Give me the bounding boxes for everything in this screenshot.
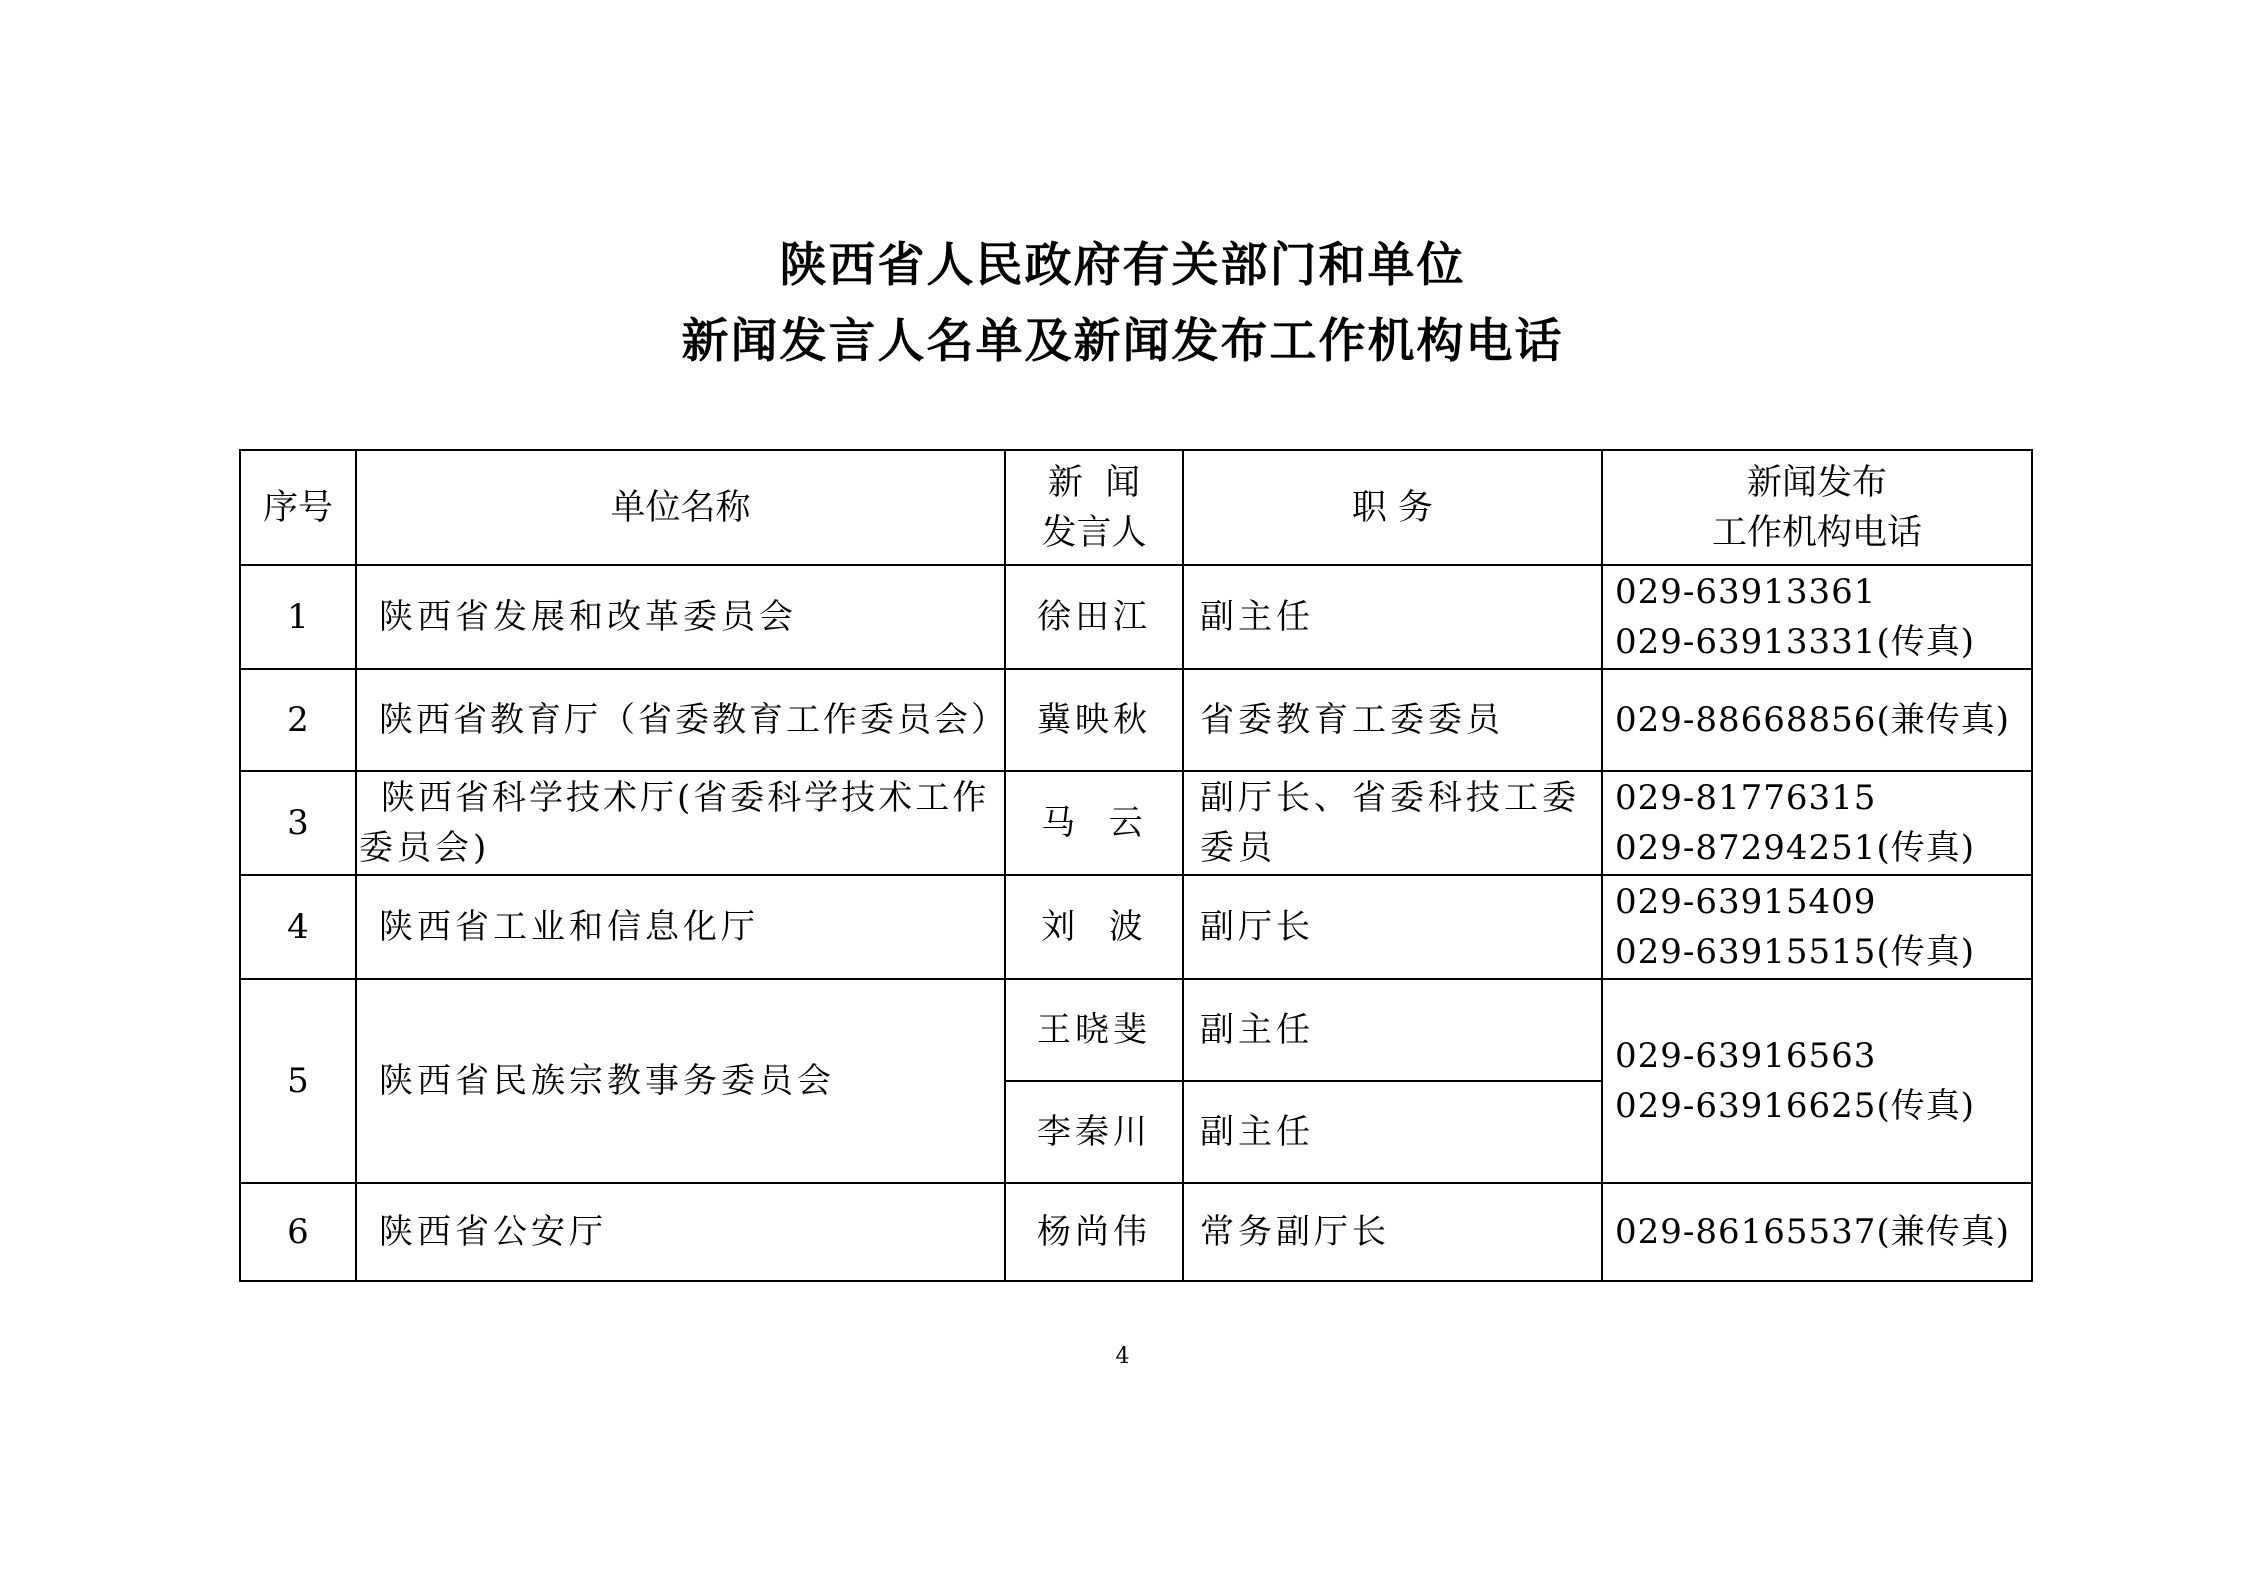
row-spokesperson: 杨尚伟 — [1005, 1183, 1183, 1281]
row-phone — [1602, 979, 2032, 1183]
row-unit: 陕西省发展和改革委员会 — [356, 565, 1005, 669]
row-phone — [1602, 1183, 2032, 1281]
fax-number: 029-87294251(传真) — [1615, 828, 1975, 868]
position-line1: 副厅长、省委科技工委 — [1200, 778, 1580, 818]
table-row — [240, 1183, 2032, 1281]
header-seq: 序号 — [240, 450, 356, 565]
document-title-line1: 陕西省人民政府有关部门和单位 — [779, 238, 1466, 293]
fax-number: 029-63915515(传真) — [1615, 932, 1975, 972]
row-spokesperson: 李秦川 — [1005, 1081, 1183, 1183]
row-position: 副主任 — [1183, 565, 1602, 669]
header-phone-line2: 工作机构电话 — [1711, 512, 1922, 553]
row-seq: 6 — [240, 1183, 356, 1281]
header-row — [240, 450, 2032, 565]
row-phone — [1602, 771, 2032, 875]
fax-number: 029-63913331(传真) — [1615, 622, 1975, 662]
unit-line1: 陕西省科学技术厅(省委科学技术工作 — [381, 778, 990, 818]
row-position: 副厅长 — [1183, 875, 1602, 979]
row-seq: 3 — [240, 771, 356, 875]
row-position: 常务副厅长 — [1183, 1183, 1602, 1281]
row-spokesperson: 冀映秋 — [1005, 669, 1183, 771]
position-line2: 委员 — [1200, 828, 1276, 868]
phone-fax-number: 029-86165537(兼传真) — [1615, 1212, 2010, 1252]
phone-number: 029-63913361 — [1615, 572, 1877, 612]
phone-number: 029-63916563 — [1615, 1036, 1877, 1076]
row-seq: 2 — [240, 669, 356, 771]
row-unit: 陕西省民族宗教事务委员会 — [356, 979, 1005, 1183]
table-row — [240, 771, 2032, 875]
unit-line2: 委员会) — [359, 828, 491, 868]
row-unit: 陕西省工业和信息化厅 — [356, 875, 1005, 979]
table-row — [240, 875, 2032, 979]
row-seq: 1 — [240, 565, 356, 669]
row-phone — [1602, 565, 2032, 669]
row-phone — [1602, 875, 2032, 979]
header-position: 职 务 — [1183, 450, 1602, 565]
row-spokesperson: 王晓斐 — [1005, 979, 1183, 1081]
row-seq: 5 — [240, 979, 356, 1183]
row-position — [1183, 771, 1602, 875]
row-seq: 4 — [240, 875, 356, 979]
fax-number: 029-63916625(传真) — [1615, 1086, 1975, 1126]
header-unit: 单位名称 — [356, 450, 1005, 565]
header-phone — [1602, 450, 2032, 565]
row-spokesperson: 刘 波 — [1005, 875, 1183, 979]
row-unit — [356, 771, 1005, 875]
header-spokesperson-line2: 发言人 — [1041, 512, 1147, 553]
page-number: 4 — [1115, 1344, 1130, 1369]
row-phone — [1602, 669, 2032, 771]
row-position: 副主任 — [1183, 1081, 1602, 1183]
row-unit: 陕西省教育厅（省委教育工作委员会） — [356, 669, 1005, 771]
header-spokesperson-line1: 新 闻 — [1047, 462, 1141, 503]
header-phone-line1: 新闻发布 — [1746, 462, 1887, 503]
phone-number: 029-81776315 — [1615, 778, 1877, 818]
row-position: 省委教育工委委员 — [1183, 669, 1602, 771]
phone-fax-number: 029-88668856(兼传真) — [1615, 700, 2010, 740]
row-spokesperson: 马 云 — [1005, 771, 1183, 875]
row-position: 副主任 — [1183, 979, 1602, 1081]
spokesperson-table — [239, 449, 2033, 1282]
table-row — [240, 669, 2032, 771]
phone-number: 029-63915409 — [1615, 882, 1877, 922]
header-spokesperson — [1005, 450, 1183, 565]
table-row — [240, 979, 2032, 1081]
row-spokesperson: 徐田江 — [1005, 565, 1183, 669]
document-title-line2: 新闻发言人名单及新闻发布工作机构电话 — [681, 314, 1564, 369]
row-unit: 陕西省公安厅 — [356, 1183, 1005, 1281]
table-row — [240, 565, 2032, 669]
